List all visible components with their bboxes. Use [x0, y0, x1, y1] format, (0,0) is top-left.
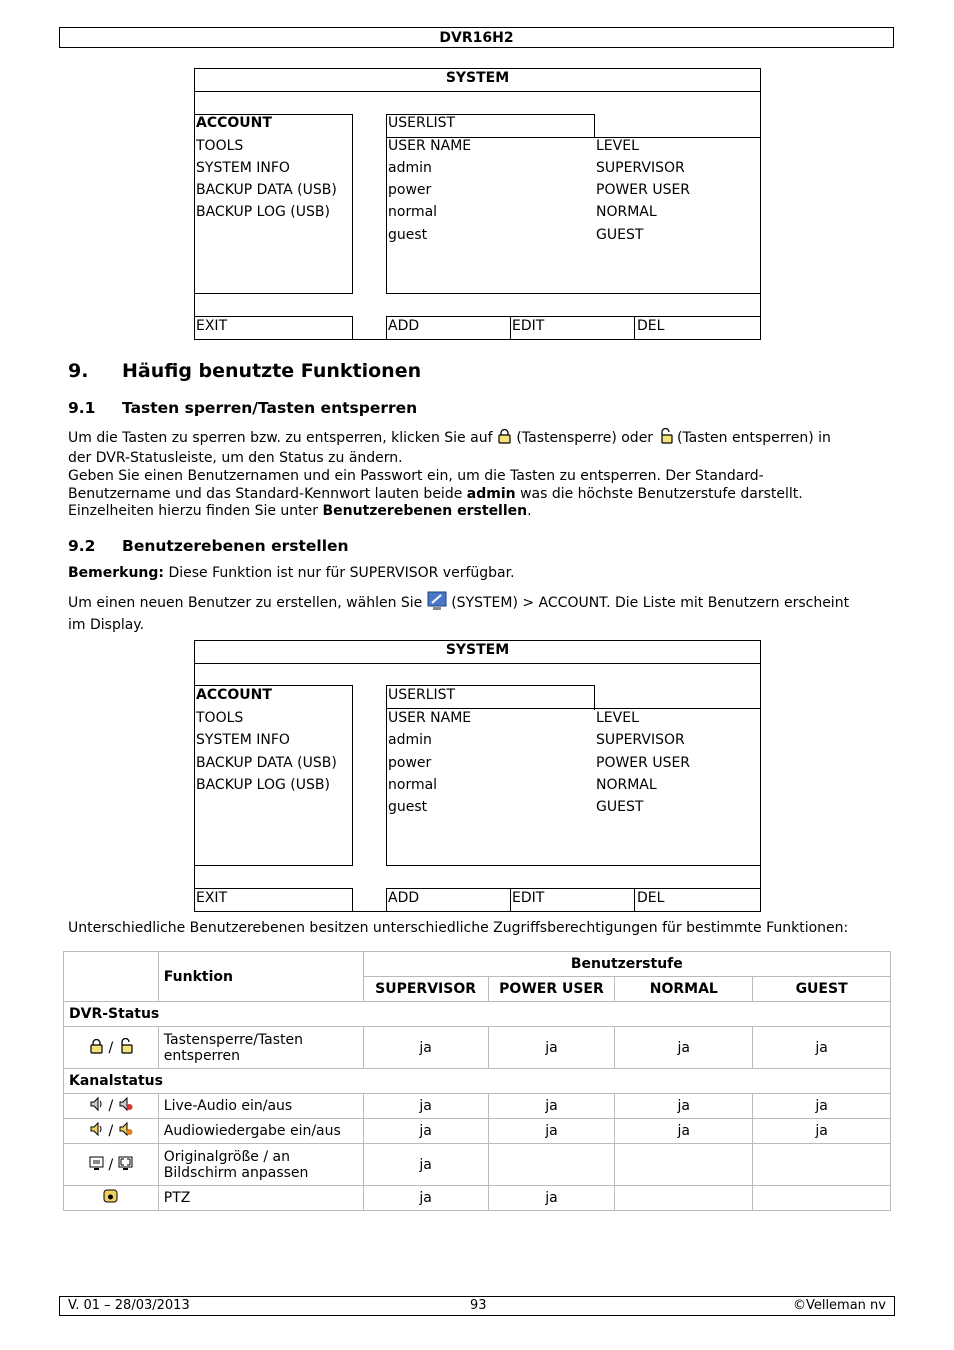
- col-function-header: Funktion: [158, 952, 363, 1002]
- section-91-title: Tasten sperren/Tasten entsperren: [122, 399, 418, 417]
- slash: /: [108, 1098, 114, 1114]
- lock-icon: [89, 1038, 104, 1058]
- cell: [615, 1144, 753, 1186]
- cell: ja: [753, 1119, 891, 1144]
- ptz-icon: [103, 1188, 118, 1208]
- user-level: NORMAL: [596, 204, 657, 220]
- fit-screen-icon: [118, 1155, 133, 1175]
- speaker-icon: [89, 1121, 104, 1141]
- icons-cell: [64, 1186, 159, 1211]
- text: (SYSTEM) > ACCOUNT. Die Liste mit Benutzern erscheint: [451, 595, 850, 611]
- user-level: POWER USER: [596, 182, 691, 198]
- icons-cell: [64, 1144, 159, 1186]
- userlist-label: USERLIST: [388, 687, 456, 703]
- user-level: NORMAL: [596, 777, 657, 793]
- function-label: Originalgröße / an Bildschirm anpassen: [158, 1144, 363, 1186]
- permissions-table: [63, 951, 891, 1211]
- cell: ja: [753, 1027, 891, 1069]
- col-username: USER NAME: [388, 138, 472, 154]
- text: im Display.: [68, 616, 145, 633]
- section-92-title: Benutzerebenen erstellen: [122, 537, 349, 555]
- text-bold: Benutzerebenen erstellen: [322, 503, 528, 519]
- cell: ja: [363, 1119, 488, 1144]
- system-screen-2: [194, 640, 761, 912]
- menu-backup-log[interactable]: BACKUP LOG (USB): [196, 204, 330, 220]
- del-button[interactable]: DEL: [637, 890, 665, 906]
- exit-button[interactable]: EXIT: [196, 318, 228, 334]
- level-header: GUEST: [753, 977, 891, 1002]
- section-9-number: 9.: [68, 360, 89, 382]
- group-dvr-status: DVR-Status: [64, 1002, 891, 1027]
- text: (Tastensperre) oder: [516, 430, 654, 446]
- user-level: POWER USER: [596, 755, 691, 771]
- speaker-muted-icon: [118, 1121, 133, 1141]
- user-level: SUPERVISOR: [596, 732, 685, 748]
- section-91-number: 9.1: [68, 399, 96, 417]
- edit-button[interactable]: EDIT: [512, 890, 545, 906]
- group-channel-status: Kanalstatus: [64, 1069, 891, 1094]
- cell: ja: [615, 1119, 753, 1144]
- footer-company: ©Velleman nv: [792, 1298, 886, 1313]
- table-row: [64, 1119, 891, 1144]
- speaker-muted-icon: [118, 1096, 133, 1116]
- cell: ja: [488, 1027, 615, 1069]
- cell: ja: [363, 1144, 488, 1186]
- table-row: [64, 1186, 891, 1211]
- paragraph-note: [68, 565, 898, 583]
- user-level: GUEST: [596, 799, 644, 815]
- user-name[interactable]: guest: [388, 799, 428, 815]
- cell: [615, 1186, 753, 1211]
- text: Unterschiedliche Benutzerebenen besitzen unterschiedliche Zugriffsberechtigungen für bestimmte Funktionen:: [68, 920, 849, 936]
- add-button[interactable]: ADD: [388, 318, 420, 334]
- table-row: [64, 1027, 891, 1069]
- userlist-label: USERLIST: [388, 115, 456, 131]
- menu-system-info[interactable]: SYSTEM INFO: [196, 732, 290, 748]
- cell: ja: [488, 1186, 615, 1211]
- level-header: POWER USER: [488, 977, 615, 1002]
- menu-system-info[interactable]: SYSTEM INFO: [196, 160, 290, 176]
- text: .: [527, 503, 532, 519]
- exit-button[interactable]: EXIT: [196, 890, 228, 906]
- unlock-icon: [658, 428, 673, 450]
- function-label: Tastensperre/Tasten entsperren: [158, 1027, 363, 1069]
- cell: ja: [363, 1186, 488, 1211]
- section-9-title: Häufig benutzte Funktionen: [122, 360, 422, 382]
- paragraph-levels: [68, 920, 898, 938]
- page-header: [59, 27, 894, 48]
- user-level: GUEST: [596, 227, 644, 243]
- original-size-icon: [89, 1155, 104, 1175]
- add-button[interactable]: ADD: [388, 890, 420, 906]
- table-corner: [64, 952, 159, 1002]
- text: Um die Tasten zu sperren bzw. zu entsperren, klicken Sie auf: [68, 430, 493, 446]
- cell: ja: [615, 1027, 753, 1069]
- cell: [753, 1144, 891, 1186]
- level-header: SUPERVISOR: [363, 977, 488, 1002]
- page-footer: [59, 1296, 895, 1316]
- col-level: LEVEL: [596, 138, 639, 154]
- slash: /: [108, 1123, 114, 1139]
- header-title: DVR16H2: [439, 30, 514, 46]
- menu-backup-data[interactable]: BACKUP DATA (USB): [196, 755, 337, 771]
- level-header: NORMAL: [615, 977, 753, 1002]
- system-title: SYSTEM: [445, 642, 510, 658]
- text: was die höchste Benutzerstufe darstellt.: [520, 485, 803, 502]
- text: Einzelheiten hierzu finden Sie unter: [68, 503, 319, 519]
- user-name[interactable]: power: [388, 182, 432, 198]
- function-label: PTZ: [158, 1186, 363, 1211]
- function-label: Audiowiedergabe ein/aus: [158, 1119, 363, 1144]
- system-title: SYSTEM: [445, 70, 510, 86]
- col-username: USER NAME: [388, 710, 472, 726]
- user-name[interactable]: admin: [388, 160, 432, 176]
- paragraph-lock: [68, 428, 898, 467]
- note-label: Bemerkung:: [68, 565, 165, 581]
- speaker-icon: [89, 1096, 104, 1116]
- lock-icon: [497, 428, 512, 450]
- cell: [488, 1144, 615, 1186]
- cell: ja: [488, 1094, 615, 1119]
- menu-tools[interactable]: TOOLS: [196, 710, 244, 726]
- unlock-icon: [118, 1038, 133, 1058]
- col-level: LEVEL: [596, 710, 639, 726]
- table-row: [64, 1144, 891, 1186]
- text: der DVR-Statusleiste, um den Status zu ändern.: [68, 449, 403, 466]
- user-name[interactable]: normal: [388, 777, 438, 793]
- user-name[interactable]: admin: [388, 732, 432, 748]
- slash: /: [108, 1156, 114, 1173]
- icons-cell: [64, 1119, 159, 1144]
- footer-page-number: 93: [470, 1298, 487, 1313]
- table-row: [64, 1094, 891, 1119]
- cell: ja: [363, 1094, 488, 1119]
- user-level: SUPERVISOR: [596, 160, 685, 176]
- text: Geben Sie einen Benutzernamen und ein Passwort ein, um die Tasten zu entsperren. Der Standard-: [68, 468, 764, 484]
- system-screen-1: [194, 68, 761, 340]
- col-level-group-header: Benutzerstufe: [363, 952, 890, 977]
- menu-tools[interactable]: TOOLS: [196, 138, 244, 154]
- menu-account[interactable]: ACCOUNT: [196, 687, 272, 703]
- menu-account[interactable]: ACCOUNT: [196, 115, 272, 131]
- function-label: Live-Audio ein/aus: [158, 1094, 363, 1119]
- cell: ja: [753, 1094, 891, 1119]
- edit-button[interactable]: EDIT: [512, 318, 545, 334]
- del-button[interactable]: DEL: [637, 318, 665, 334]
- menu-backup-log[interactable]: BACKUP LOG (USB): [196, 777, 330, 793]
- user-name[interactable]: power: [388, 755, 432, 771]
- footer-version: V. 01 – 28/03/2013: [68, 1298, 190, 1313]
- text: Benutzername und das Standard-Kennwort lauten beide: [68, 485, 463, 502]
- text: Um einen neuen Benutzer zu erstellen, wählen Sie: [68, 595, 423, 611]
- text: (Tasten entsperren) in: [676, 430, 831, 446]
- text: Diese Funktion ist nur für SUPERVISOR verfügbar.: [168, 565, 515, 581]
- icons-cell: [64, 1094, 159, 1119]
- cell: [753, 1186, 891, 1211]
- cell: ja: [363, 1027, 488, 1069]
- paragraph-password: [68, 468, 898, 521]
- user-name[interactable]: normal: [388, 204, 438, 220]
- icons-cell: [64, 1027, 159, 1069]
- system-icon: [427, 591, 447, 617]
- user-name[interactable]: guest: [388, 227, 428, 243]
- cell: ja: [615, 1094, 753, 1119]
- slash: /: [108, 1039, 114, 1056]
- paragraph-system: [68, 591, 898, 634]
- menu-backup-data[interactable]: BACKUP DATA (USB): [196, 182, 337, 198]
- section-92-number: 9.2: [68, 537, 96, 555]
- cell: ja: [488, 1119, 615, 1144]
- text-bold: admin: [466, 485, 516, 502]
